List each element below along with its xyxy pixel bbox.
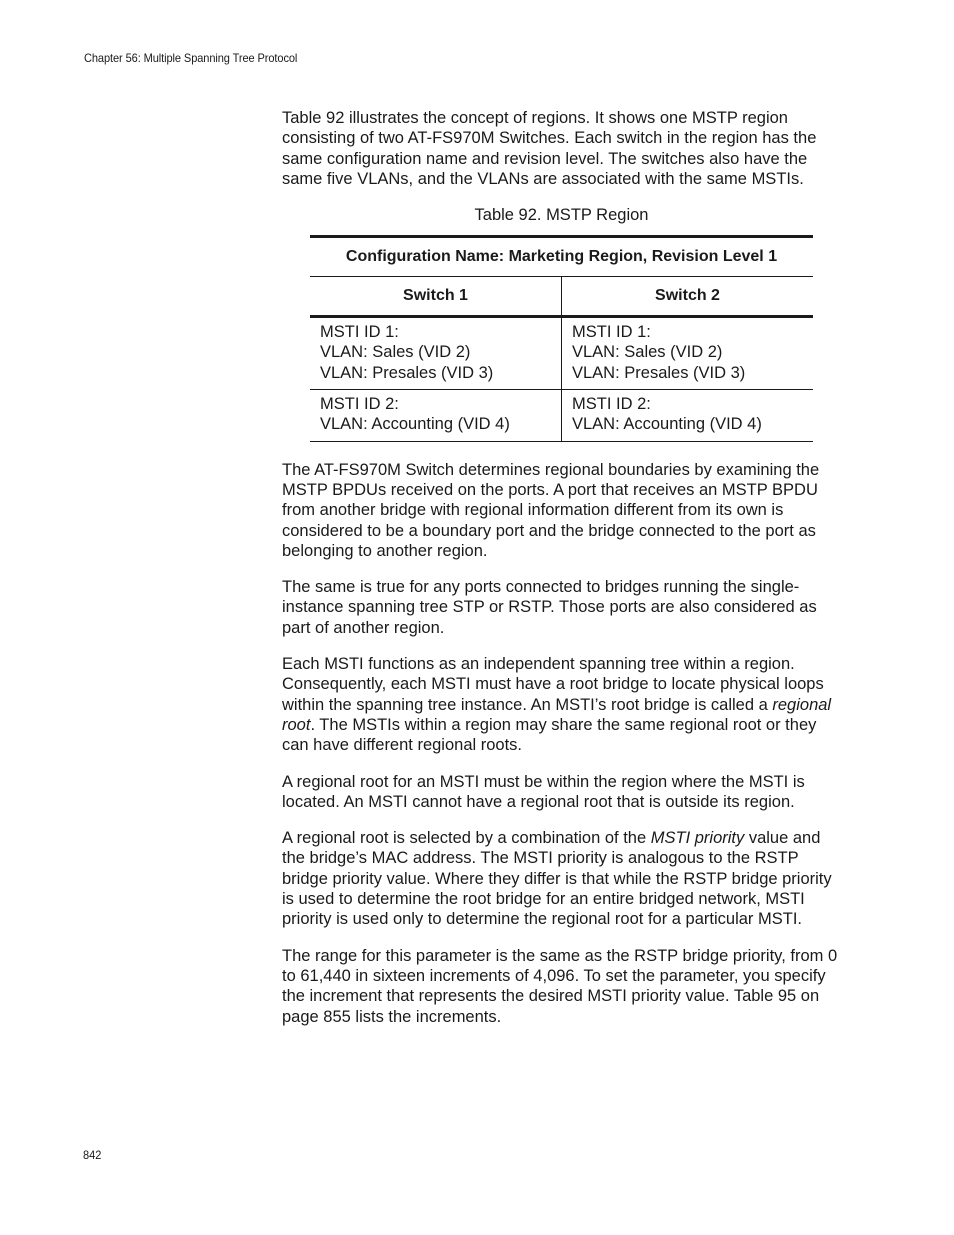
term-regional-root: regional root [282, 695, 832, 734]
column-header-switch-2: Switch 2 [562, 277, 814, 317]
cell-line: MSTI ID 2: [320, 395, 399, 414]
table-cell [562, 317, 814, 390]
paragraph-text: . The MSTIs within a region may share the same regional root or they can have different regional roots. [282, 715, 817, 755]
table-row [310, 390, 813, 442]
term-msti-priority: MSTI priority [650, 829, 745, 848]
cell-line: VLAN: Sales (VID 2) [320, 343, 471, 362]
table-caption: Table 92. MSTP Region [474, 206, 649, 225]
cell-line: MSTI ID 1: [572, 323, 651, 342]
paragraph-regions-intro: Table 92 illustrates the concept of regions. It shows one MSTP region consisting of two AT-FS970M Switches. Each switch in the region has the same configuration name and revision level. The switches also have the same five VLANs, and the VLANs are associated with the same MSTIs. [282, 109, 817, 188]
table-cell [310, 317, 562, 390]
paragraph-priority-range: The range for this parameter is the same as the RSTP bridge priority, from 0 to 61,440 in sixteen increments of 4,096. To set the parameter, you specify the increment that represents the desired MSTI priority value. Table 95 on page 855 lists the increments. [282, 946, 838, 1026]
cell-line: VLAN: Sales (VID 2) [572, 343, 723, 362]
paragraph-msti-priority [282, 828, 842, 929]
running-head: Chapter 56: Multiple Spanning Tree Protocol [84, 51, 298, 65]
cell-line: MSTI ID 1: [320, 323, 399, 342]
paragraph-root-within-region: A regional root for an MSTI must be within the region where the MSTI is located. An MSTI cannot have a regional root that is outside its region. [282, 772, 805, 811]
cell-line: VLAN: Presales (VID 3) [572, 363, 746, 382]
page-content [282, 108, 842, 1043]
cell-line: VLAN: Accounting (VID 4) [320, 415, 510, 434]
cell-line: VLAN: Presales (VID 3) [320, 363, 494, 382]
paragraph-text: A regional root is selected by a combination of the [282, 829, 651, 848]
column-header-switch-1: Switch 1 [310, 277, 562, 317]
table-title-row [310, 237, 813, 277]
page-number: 842 [83, 1148, 102, 1162]
paragraph-regional-root [282, 654, 842, 755]
mstp-region-table [310, 235, 813, 441]
paragraph-text: value and the bridge’s MAC address. The MSTI priority is analogous to the RSTP bridge priority value. Where they differ is that while the RSTP bridge priority is used to determine the root bridge for an entire bridged network, MSTI priority is used only to determine the regional root for a particular MSTI. [282, 829, 832, 929]
table-header-row [310, 277, 813, 317]
table-cell [310, 390, 562, 442]
paragraph-text: Each MSTI functions as an independent spanning tree within a region. Consequently, each MSTI must have a root bridge to locate physical loops within the spanning tree instance. An MSTI’s root bridge is called a [282, 655, 824, 714]
table-cell [562, 390, 814, 442]
table-title: Configuration Name: Marketing Region, Revision Level 1 [310, 237, 813, 277]
cell-line: VLAN: Accounting (VID 4) [572, 415, 762, 434]
paragraph-stp-rstp-ports: The same is true for any ports connected to bridges running the single-instance spanning tree STP or RSTP. Those ports are also considered as part of another region. [282, 578, 817, 637]
table-row [310, 317, 813, 390]
paragraph-regional-boundaries: The AT-FS970M Switch determines regional boundaries by examining the MSTP BPDUs received on the ports. A port that receives an MSTP BPDU from another bridge with regional information different from its own is considered to be a boundary port and the bridge connected to the port as belonging to another region. [282, 460, 820, 560]
cell-line: MSTI ID 2: [572, 395, 651, 414]
